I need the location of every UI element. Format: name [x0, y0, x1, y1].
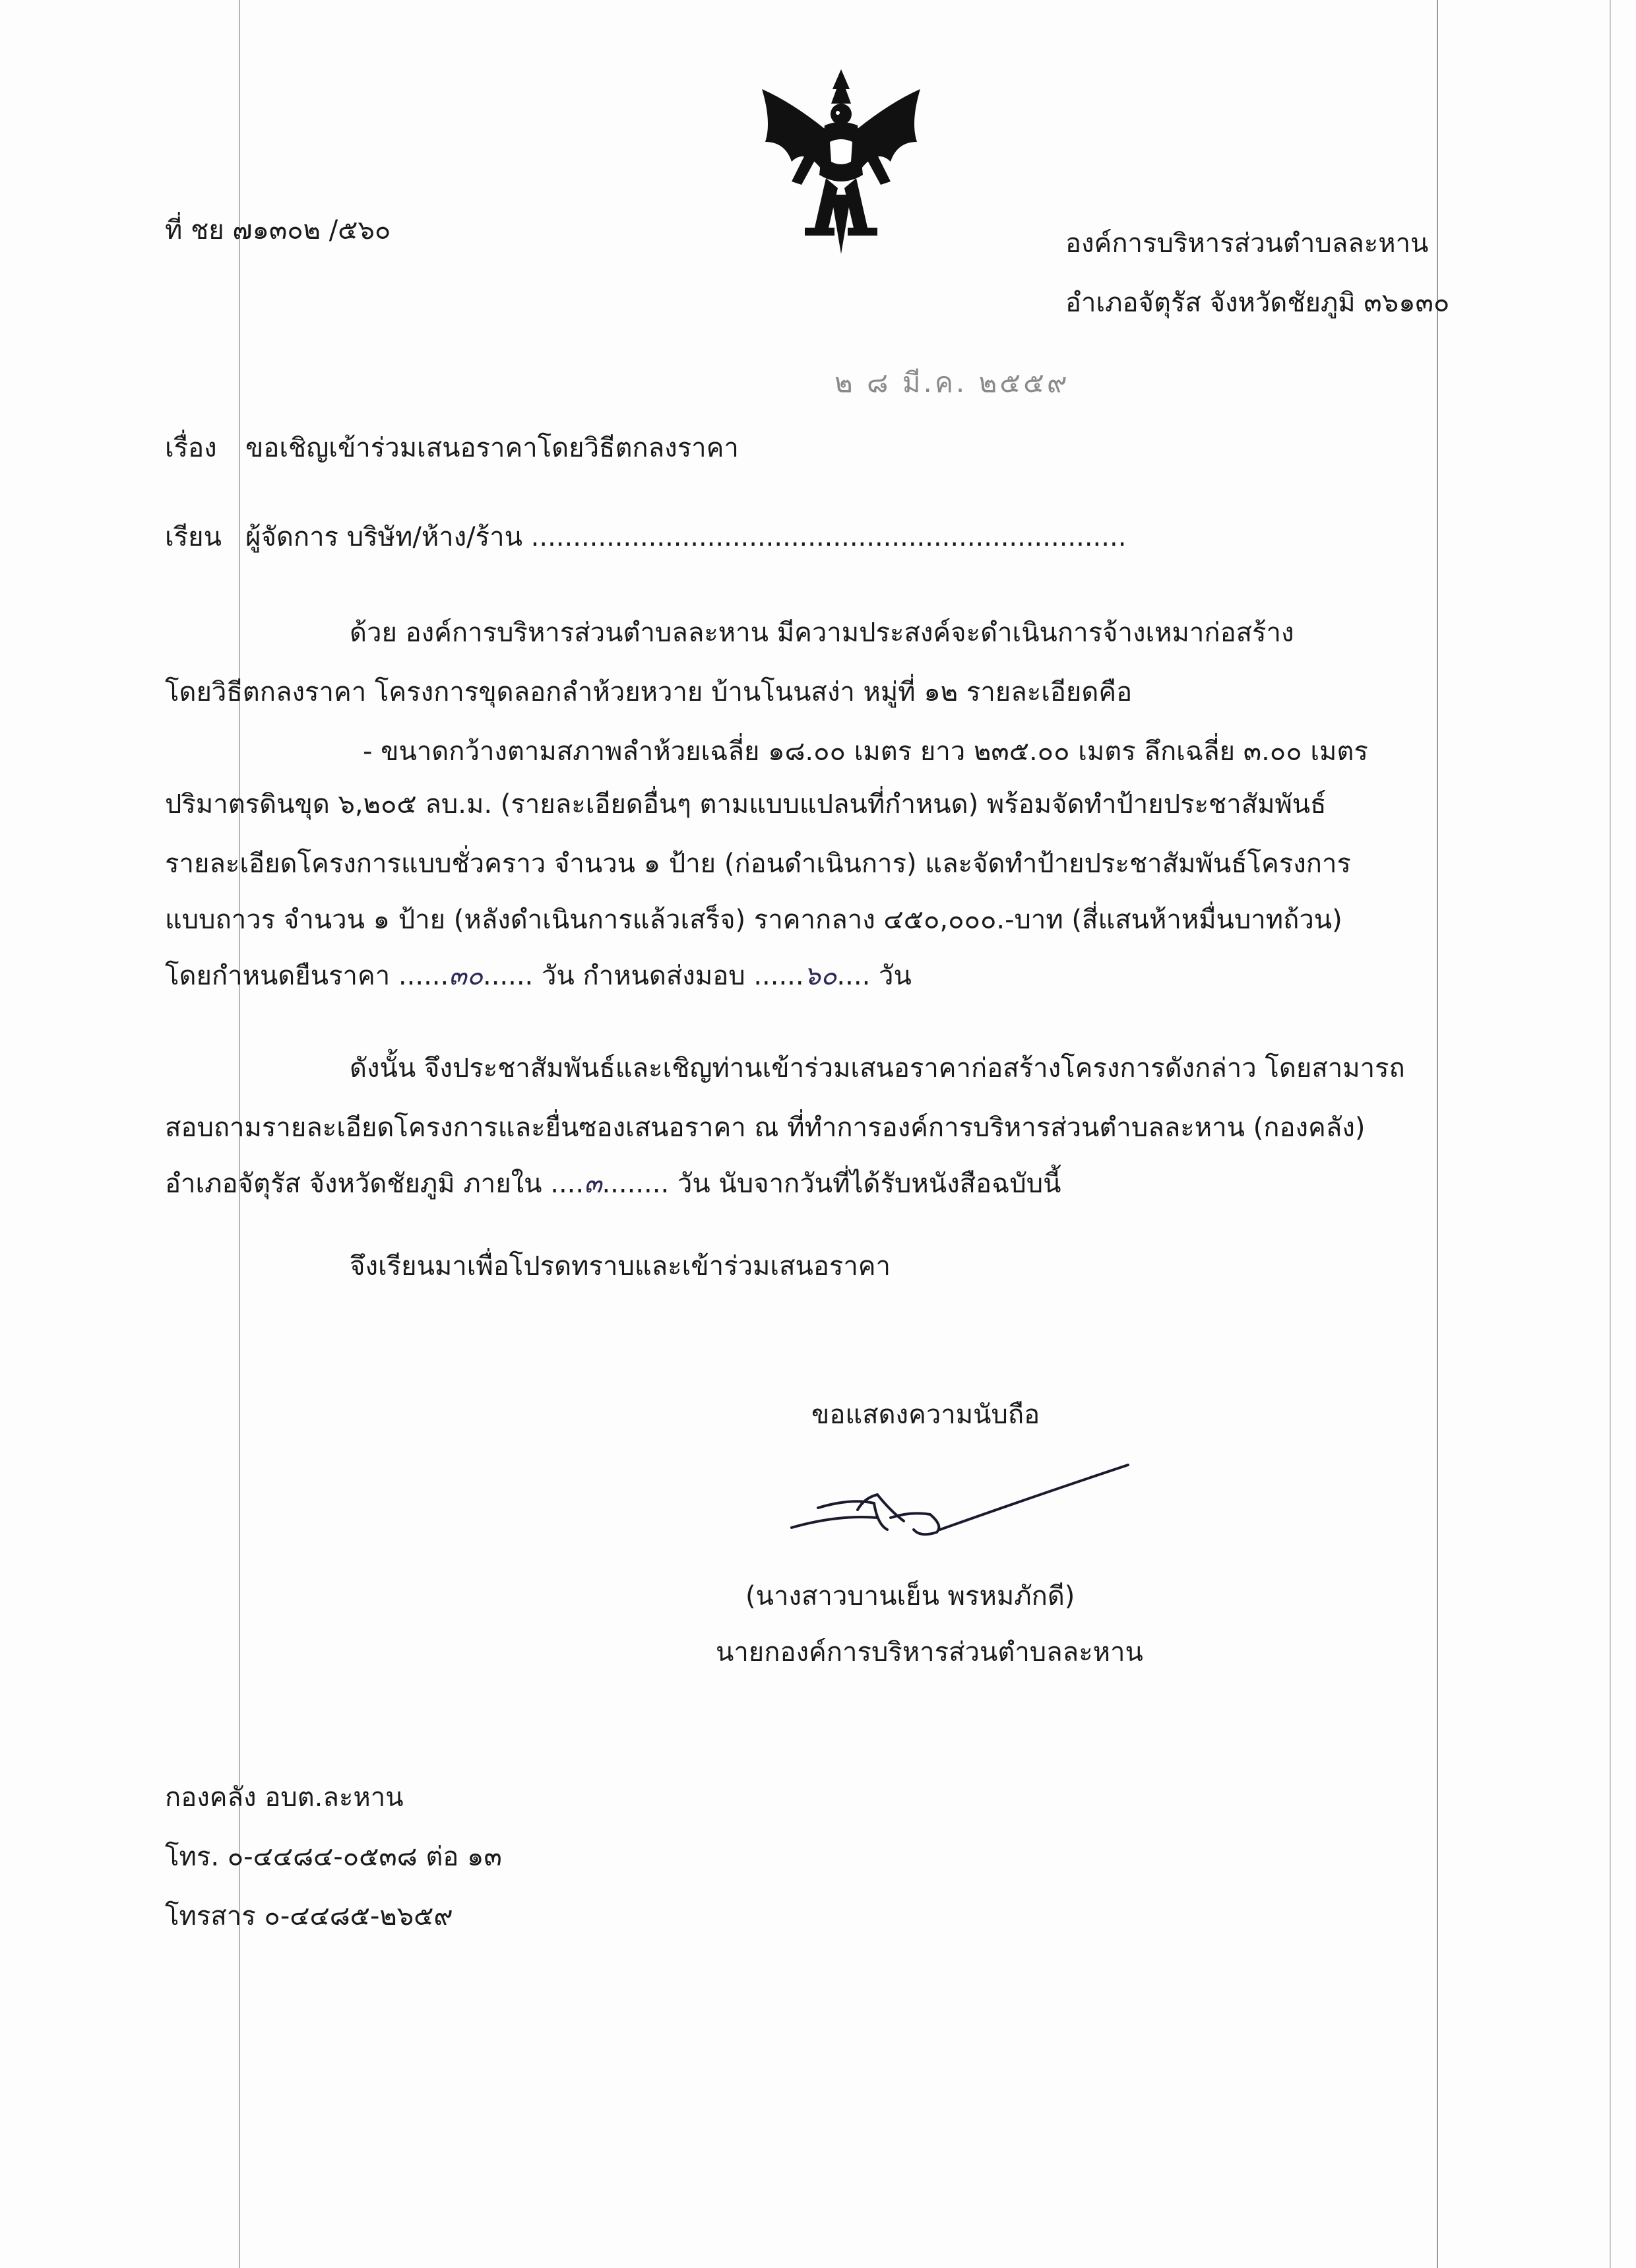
reference-number: ที่ ชย ๗๑๓๐๒ /๕๖๐	[165, 215, 391, 245]
submission-prefix: อำเภอจัตุรัส จังหวัดชัยภูมิ ภายใน ....	[165, 1169, 584, 1199]
organization-address: อำเภอจัตุรัส จังหวัดชัยภูมิ ๓๖๑๓๐	[1065, 288, 1450, 318]
body-line: โดยวิธีตกลงราคา โครงการขุดลอกลำห้วยหวาย บ้านโนนสง่า หมู่ที่ ๑๒ รายละเอียดคือ	[165, 677, 1133, 707]
validity-mid: ...... วัน กำหนดส่งมอบ ......	[482, 961, 804, 991]
signature-icon	[778, 1452, 1148, 1557]
validity-suffix: .... วัน	[836, 961, 912, 991]
salutation: ขอแสดงความนับถือ	[811, 1400, 1040, 1430]
body-line-closing-request: จึงเรียนมาเพื่อโปรดทราบและเข้าร่วมเสนอราคา	[350, 1251, 891, 1281]
body-line: สอบถามรายละเอียดโครงการและยื่นซองเสนอราคา ณ ที่ทำการองค์การบริหารส่วนตำบลละหาน (กองคลัง)	[165, 1113, 1366, 1143]
organization-name: องค์การบริหารส่วนตำบลละหาน	[1065, 228, 1429, 259]
scan-line-edge	[1610, 0, 1611, 2268]
body-line: แบบถาวร จำนวน ๑ ป้าย (หลังดำเนินการแล้วเสร็จ) ราคากลาง ๔๕๐,๐๐๐.-บาท (สี่แสนห้าหมื่นบาทถ้วน)	[165, 905, 1342, 935]
body-line-submission	[165, 1168, 1061, 1200]
body-line-price-validity	[165, 960, 912, 992]
footer-department: กองคลัง อบต.ละหาน	[165, 1782, 404, 1813]
body-line: ปริมาตรดินขุด ๖,๒๐๕ ลบ.ม. (รายละเอียดอื่นๆ ตามแบบแปลนที่กำหนด) พร้อมจัดทำป้ายประชาสัมพันธ์	[165, 789, 1327, 820]
recipient-text: ผู้จัดการ บริษัท/ห้าง/ร้าน .......................................................................	[245, 522, 1127, 552]
subject-text: ขอเชิญเข้าร่วมเสนอราคาโดยวิธีตกลงราคา	[245, 433, 739, 463]
subject-label: เรื่อง	[165, 433, 217, 463]
body-line: - ขนาดกว้างตามสภาพลำห้วยเฉลี่ย ๑๘.๐๐ เมตร ยาว ๒๓๕.๐๐ เมตร ลึกเฉลี่ย ๓.๐๐ เมตร	[363, 736, 1368, 767]
garuda-emblem-icon	[752, 63, 930, 261]
footer-phone: โทร. ๐-๔๔๘๔-๐๕๓๘ ต่อ ๑๓	[165, 1842, 502, 1872]
footer-fax: โทรสาร ๐-๔๔๘๕-๒๖๕๙	[165, 1901, 453, 1931]
delivery-days-handwritten: ๖๐	[803, 961, 837, 991]
body-line: ด้วย องค์การบริหารส่วนตำบลละหาน มีความประสงค์จะดำเนินการจ้างเหมาก่อสร้าง	[350, 618, 1294, 648]
submission-days-handwritten: ๓	[584, 1169, 602, 1199]
signatory-position: นายกองค์การบริหารส่วนตำบลละหาน	[716, 1637, 1143, 1668]
validity-prefix: โดยกำหนดยืนราคา ......	[165, 961, 449, 991]
body-line: ดังนั้น จึงประชาสัมพันธ์และเชิญท่านเข้าร่วมเสนอราคาก่อสร้างโครงการดังกล่าว โดยสามารถ	[350, 1053, 1405, 1084]
scan-line-right	[1437, 0, 1438, 2268]
body-line: รายละเอียดโครงการแบบชั่วคราว จำนวน ๑ ป้าย (ก่อนดำเนินการ) และจัดทำป้ายประชาสัมพันธ์โครงการ	[165, 849, 1351, 879]
validity-days-handwritten: ๓๐	[449, 961, 483, 991]
signatory-name: (นางสาวบานเย็น พรหมภักดี)	[745, 1581, 1075, 1611]
recipient-label: เรียน	[165, 522, 222, 552]
submission-suffix: ........ วัน นับจากวันที่ได้รับหนังสือฉบับนี้	[602, 1169, 1061, 1199]
date-stamp: ๒ ๘ มี.ค. ๒๕๕๙	[834, 366, 1070, 399]
